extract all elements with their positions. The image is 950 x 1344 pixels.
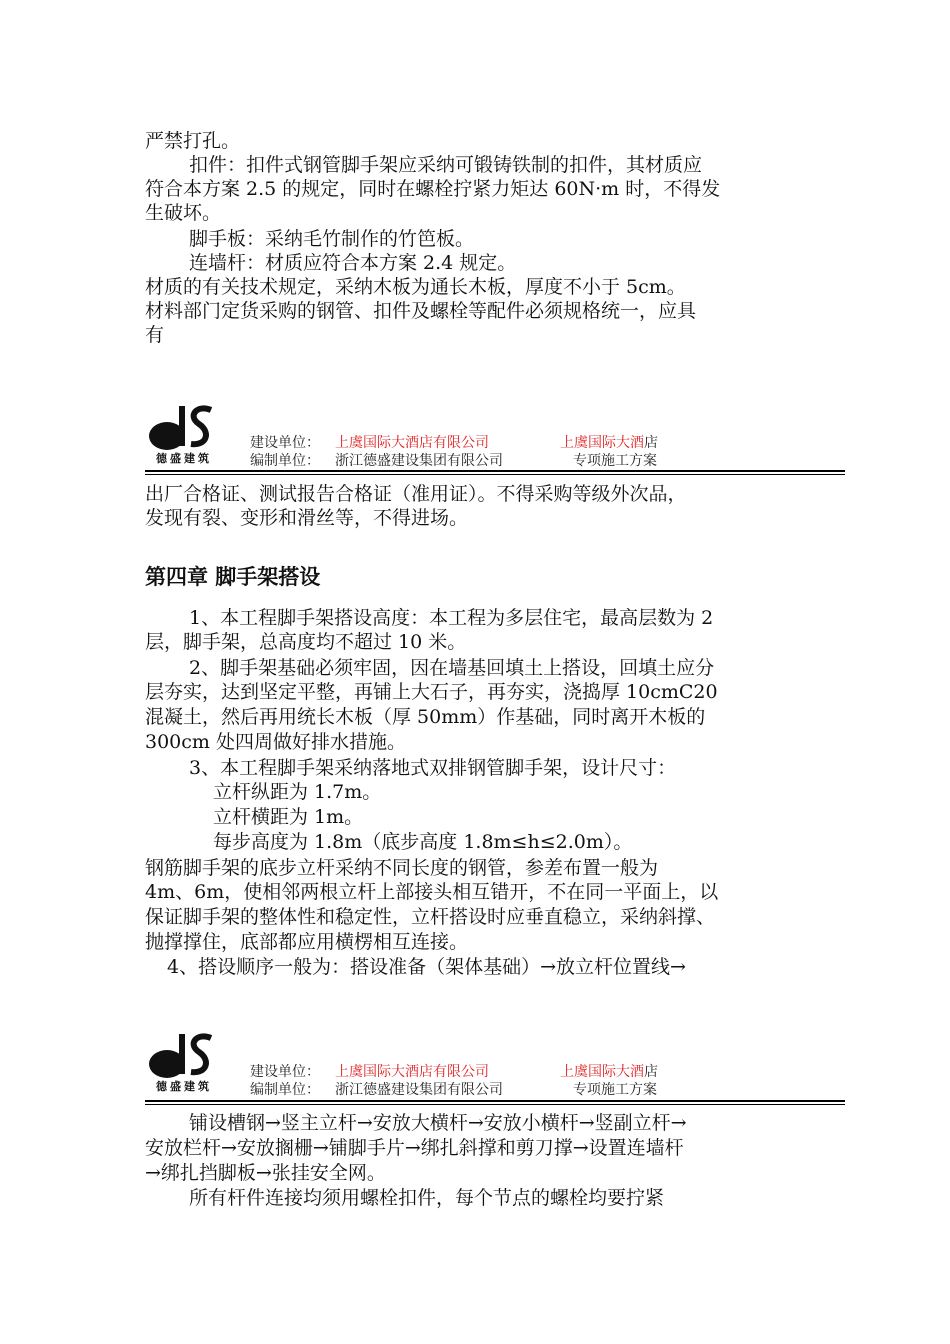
text-line: 材质的有关技术规定，采纳木板为通长木板，厚度不小于 5cm。 xyxy=(145,276,686,298)
text-line: 立杆纵距为 1.7m。 xyxy=(213,781,382,803)
text-line: 保证脚手架的整体性和稳定性，立杆搭设时应垂直稳立，采纳斜撑、 xyxy=(145,906,716,928)
text-line: 立杆横距为 1m。 xyxy=(213,806,364,828)
build-unit-label: 建设单位： xyxy=(250,435,320,451)
text-line: 2、脚手架基础必须牢固，因在墙基回填土上搭设，回填土应分 xyxy=(189,657,715,679)
logo-caption: 德盛建筑 xyxy=(156,1080,212,1093)
text-line: 300cm 处四周做好排水措施。 xyxy=(145,731,406,753)
text-line: 铺设槽钢→竖主立杆→安放大横杆→安放小横杆→竖副立杆→ xyxy=(189,1112,687,1134)
edit-unit-label: 编制单位： xyxy=(250,1082,320,1098)
text-line: 钢筋脚手架的底步立杆采纳不同长度的钢管，参差布置一般为 xyxy=(145,857,659,879)
edit-unit-label: 编制单位： xyxy=(250,453,320,469)
text-line: 符合本方案 2.5 的规定，同时在螺栓拧紧力矩达 60N·m 时，不得发 xyxy=(145,178,721,200)
header-rule xyxy=(145,1100,845,1102)
header-rule-thin xyxy=(145,474,845,475)
project-name xyxy=(560,1061,658,1081)
text-line: 生破坏。 xyxy=(145,202,222,224)
build-unit-value: 上虞国际大酒店有限公司 xyxy=(335,1064,489,1080)
ds-logo-icon xyxy=(145,402,225,452)
text-line: 出厂合格证、测试报告合格证（准用证）。不得采购等级外次品， xyxy=(145,483,687,505)
text-line: 所有杆件连接均须用螺栓扣件，每个节点的螺栓均要拧紧 xyxy=(189,1187,665,1209)
project-name xyxy=(560,432,658,452)
project-name-black: 店 xyxy=(644,1064,658,1080)
text-line: 扣件：扣件式钢管脚手架应采纳可锻铸铁制的扣件，其材质应 xyxy=(189,154,703,176)
text-line: 安放栏杆→安放搁栅→铺脚手片→绑扎斜撑和剪刀撑→设置连墙杆 xyxy=(145,1137,684,1159)
company-logo xyxy=(145,402,225,464)
text-line: 混凝土，然后再用统长木板（厚 50mm）作基础，同时离开木板的 xyxy=(145,706,706,728)
edit-unit-value: 浙江德盛建设集团有限公司 xyxy=(335,453,503,469)
text-line: 4、搭设顺序一般为：搭设准备（架体基础）→放立杆位置线→ xyxy=(167,956,686,978)
text-line: 1、本工程脚手架搭设高度：本工程为多层住宅，最高层数为 2 xyxy=(189,607,714,629)
build-unit-value: 上虞国际大酒店有限公司 xyxy=(335,435,489,451)
text-line: 脚手板：采纳毛竹制作的竹笆板。 xyxy=(189,228,475,250)
company-logo xyxy=(145,1030,225,1092)
header-rule xyxy=(145,470,845,472)
header-rule-thin xyxy=(145,1104,845,1105)
text-line: 每步高度为 1.8m（底步高度 1.8m≤h≤2.0m）。 xyxy=(213,831,633,853)
project-name-red: 上虞国际大酒 xyxy=(560,435,644,451)
ds-logo-icon xyxy=(145,1030,225,1080)
doc-type: 专项施工方案 xyxy=(573,453,657,469)
text-line: 层，脚手架，总高度均不超过 10 米。 xyxy=(145,631,467,653)
text-line: 3、本工程脚手架采纳落地式双排钢管脚手架，设计尺寸： xyxy=(189,757,677,779)
project-name-red: 上虞国际大酒 xyxy=(560,1064,644,1080)
text-line: 发现有裂、变形和滑丝等，不得进场。 xyxy=(145,507,469,529)
text-line: 4m、6m，使相邻两根立杆上部接头相互错开，不在同一平面上，以 xyxy=(145,881,719,903)
text-line: 层夯实，达到坚定平整，再铺上大石子，再夯实，浇捣厚 10cmC20 xyxy=(145,681,718,703)
text-line: 抛撑撑住，底部都应用横楞相互连接。 xyxy=(145,931,469,953)
chapter-title: 第四章 脚手架搭设 xyxy=(145,565,321,589)
text-line: 连墙杆：材质应符合本方案 2.4 规定。 xyxy=(189,252,517,274)
project-name-black: 店 xyxy=(644,435,658,451)
edit-unit-value: 浙江德盛建设集团有限公司 xyxy=(335,1082,503,1098)
doc-type: 专项施工方案 xyxy=(573,1082,657,1098)
logo-caption: 德盛建筑 xyxy=(156,452,212,465)
text-line: →绑扎挡脚板→张挂安全网。 xyxy=(145,1162,386,1184)
text-line: 有 xyxy=(145,324,165,346)
build-unit-label: 建设单位： xyxy=(250,1064,320,1080)
text-line: 材料部门定货采购的钢管、扣件及螺栓等配件必须规格统一，应具 xyxy=(145,300,697,322)
text-line: 严禁打孔。 xyxy=(145,130,241,152)
